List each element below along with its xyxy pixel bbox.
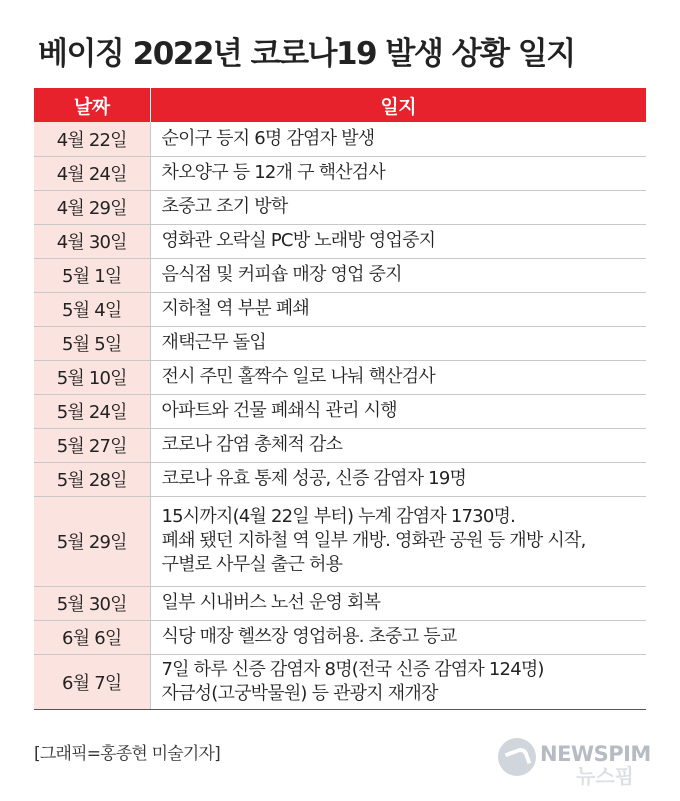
row-date: 5월 5일 xyxy=(34,326,150,360)
row-date: 5월 4일 xyxy=(34,292,150,326)
log-line: 자금성(고궁박물원) 등 관광지 재개장 xyxy=(161,682,438,704)
header-log: 일지 xyxy=(150,88,646,122)
table-row xyxy=(34,190,646,224)
table-row xyxy=(34,654,646,709)
row-log xyxy=(150,620,646,654)
log-line: 지하철 역 부분 폐쇄 xyxy=(161,298,309,319)
table-row xyxy=(34,394,646,428)
row-date: 4월 24일 xyxy=(34,156,150,190)
page-title: 베이징 2022년 코로나19 발생 상황 일지 xyxy=(38,36,575,72)
table-row xyxy=(34,292,646,326)
row-date: 5월 27일 xyxy=(34,428,150,462)
log-line: 7일 하루 신증 감염자 8명(전국 신증 감염자 124명) xyxy=(161,658,544,680)
newspim-logo xyxy=(498,736,658,786)
table-row xyxy=(34,428,646,462)
row-date: 4월 29일 xyxy=(34,190,150,224)
log-line: 코로나 유효 통제 성공, 신증 감염자 19명 xyxy=(161,468,467,489)
log-line: 구별로 사무실 출근 허용 xyxy=(161,554,343,575)
row-date: 5월 1일 xyxy=(34,258,150,292)
row-log xyxy=(150,496,646,586)
row-log xyxy=(150,190,646,224)
log-line: 15시까지(4월 22일 부터) 누계 감염자 1730명. xyxy=(161,506,515,527)
log-line: 초중고 조기 방학 xyxy=(161,196,288,217)
row-log xyxy=(150,428,646,462)
row-log xyxy=(150,122,646,156)
logo-subtext: 뉴스핌 xyxy=(576,764,634,788)
row-date: 5월 24일 xyxy=(34,394,150,428)
table-row xyxy=(34,258,646,292)
table-row xyxy=(34,586,646,620)
row-date: 6월 7일 xyxy=(34,654,150,709)
graphic-credit: [그래픽=홍종현 미술기자] xyxy=(34,744,220,764)
row-log xyxy=(150,654,646,709)
table-row xyxy=(34,326,646,360)
log-line: 전시 주민 홀짝수 일로 나눠 핵산검사 xyxy=(161,366,435,387)
row-date: 5월 28일 xyxy=(34,462,150,496)
log-line: 폐쇄 됐던 지하철 역 일부 개방. 영화관 공원 등 개방 시작, xyxy=(161,530,586,551)
table-row xyxy=(34,156,646,190)
log-line: 아파트와 건물 폐쇄식 관리 시행 xyxy=(161,400,397,421)
table-header-row xyxy=(34,88,646,122)
row-log xyxy=(150,394,646,428)
timeline-table xyxy=(34,88,646,710)
row-log xyxy=(150,156,646,190)
row-date: 5월 10일 xyxy=(34,360,150,394)
row-log xyxy=(150,462,646,496)
row-log xyxy=(150,224,646,258)
table-row xyxy=(34,360,646,394)
log-line: 재택근무 돌입 xyxy=(161,332,266,353)
table-row xyxy=(34,224,646,258)
row-log xyxy=(150,326,646,360)
table-row xyxy=(34,496,646,586)
logo-text: NEWSPIM xyxy=(540,742,651,766)
table-row xyxy=(34,462,646,496)
row-log xyxy=(150,586,646,620)
log-line: 일부 시내버스 노선 운영 회복 xyxy=(161,592,381,613)
row-log xyxy=(150,360,646,394)
log-line: 음식점 및 커피숍 매장 영업 중지 xyxy=(161,264,402,285)
row-date: 5월 29일 xyxy=(34,496,150,586)
row-log xyxy=(150,292,646,326)
log-line: 식당 매장 헬쓰장 영업허용. 초중고 등교 xyxy=(161,626,457,647)
table-body xyxy=(34,122,646,709)
header-date: 날짜 xyxy=(34,88,150,122)
table-row xyxy=(34,620,646,654)
log-line: 코로나 감염 총체적 감소 xyxy=(161,434,343,455)
log-line: 순이구 등지 6명 감염자 발생 xyxy=(161,127,375,149)
row-date: 4월 30일 xyxy=(34,224,150,258)
newspim-logo-icon xyxy=(498,738,536,776)
row-date: 4월 22일 xyxy=(34,122,150,156)
table-row xyxy=(34,122,646,156)
row-date: 6월 6일 xyxy=(34,620,150,654)
log-line: 영화관 오락실 PC방 노래방 영업중지 xyxy=(161,230,436,251)
row-log xyxy=(150,258,646,292)
log-line: 차오양구 등 12개 구 핵산검사 xyxy=(161,162,385,183)
row-date: 5월 30일 xyxy=(34,586,150,620)
